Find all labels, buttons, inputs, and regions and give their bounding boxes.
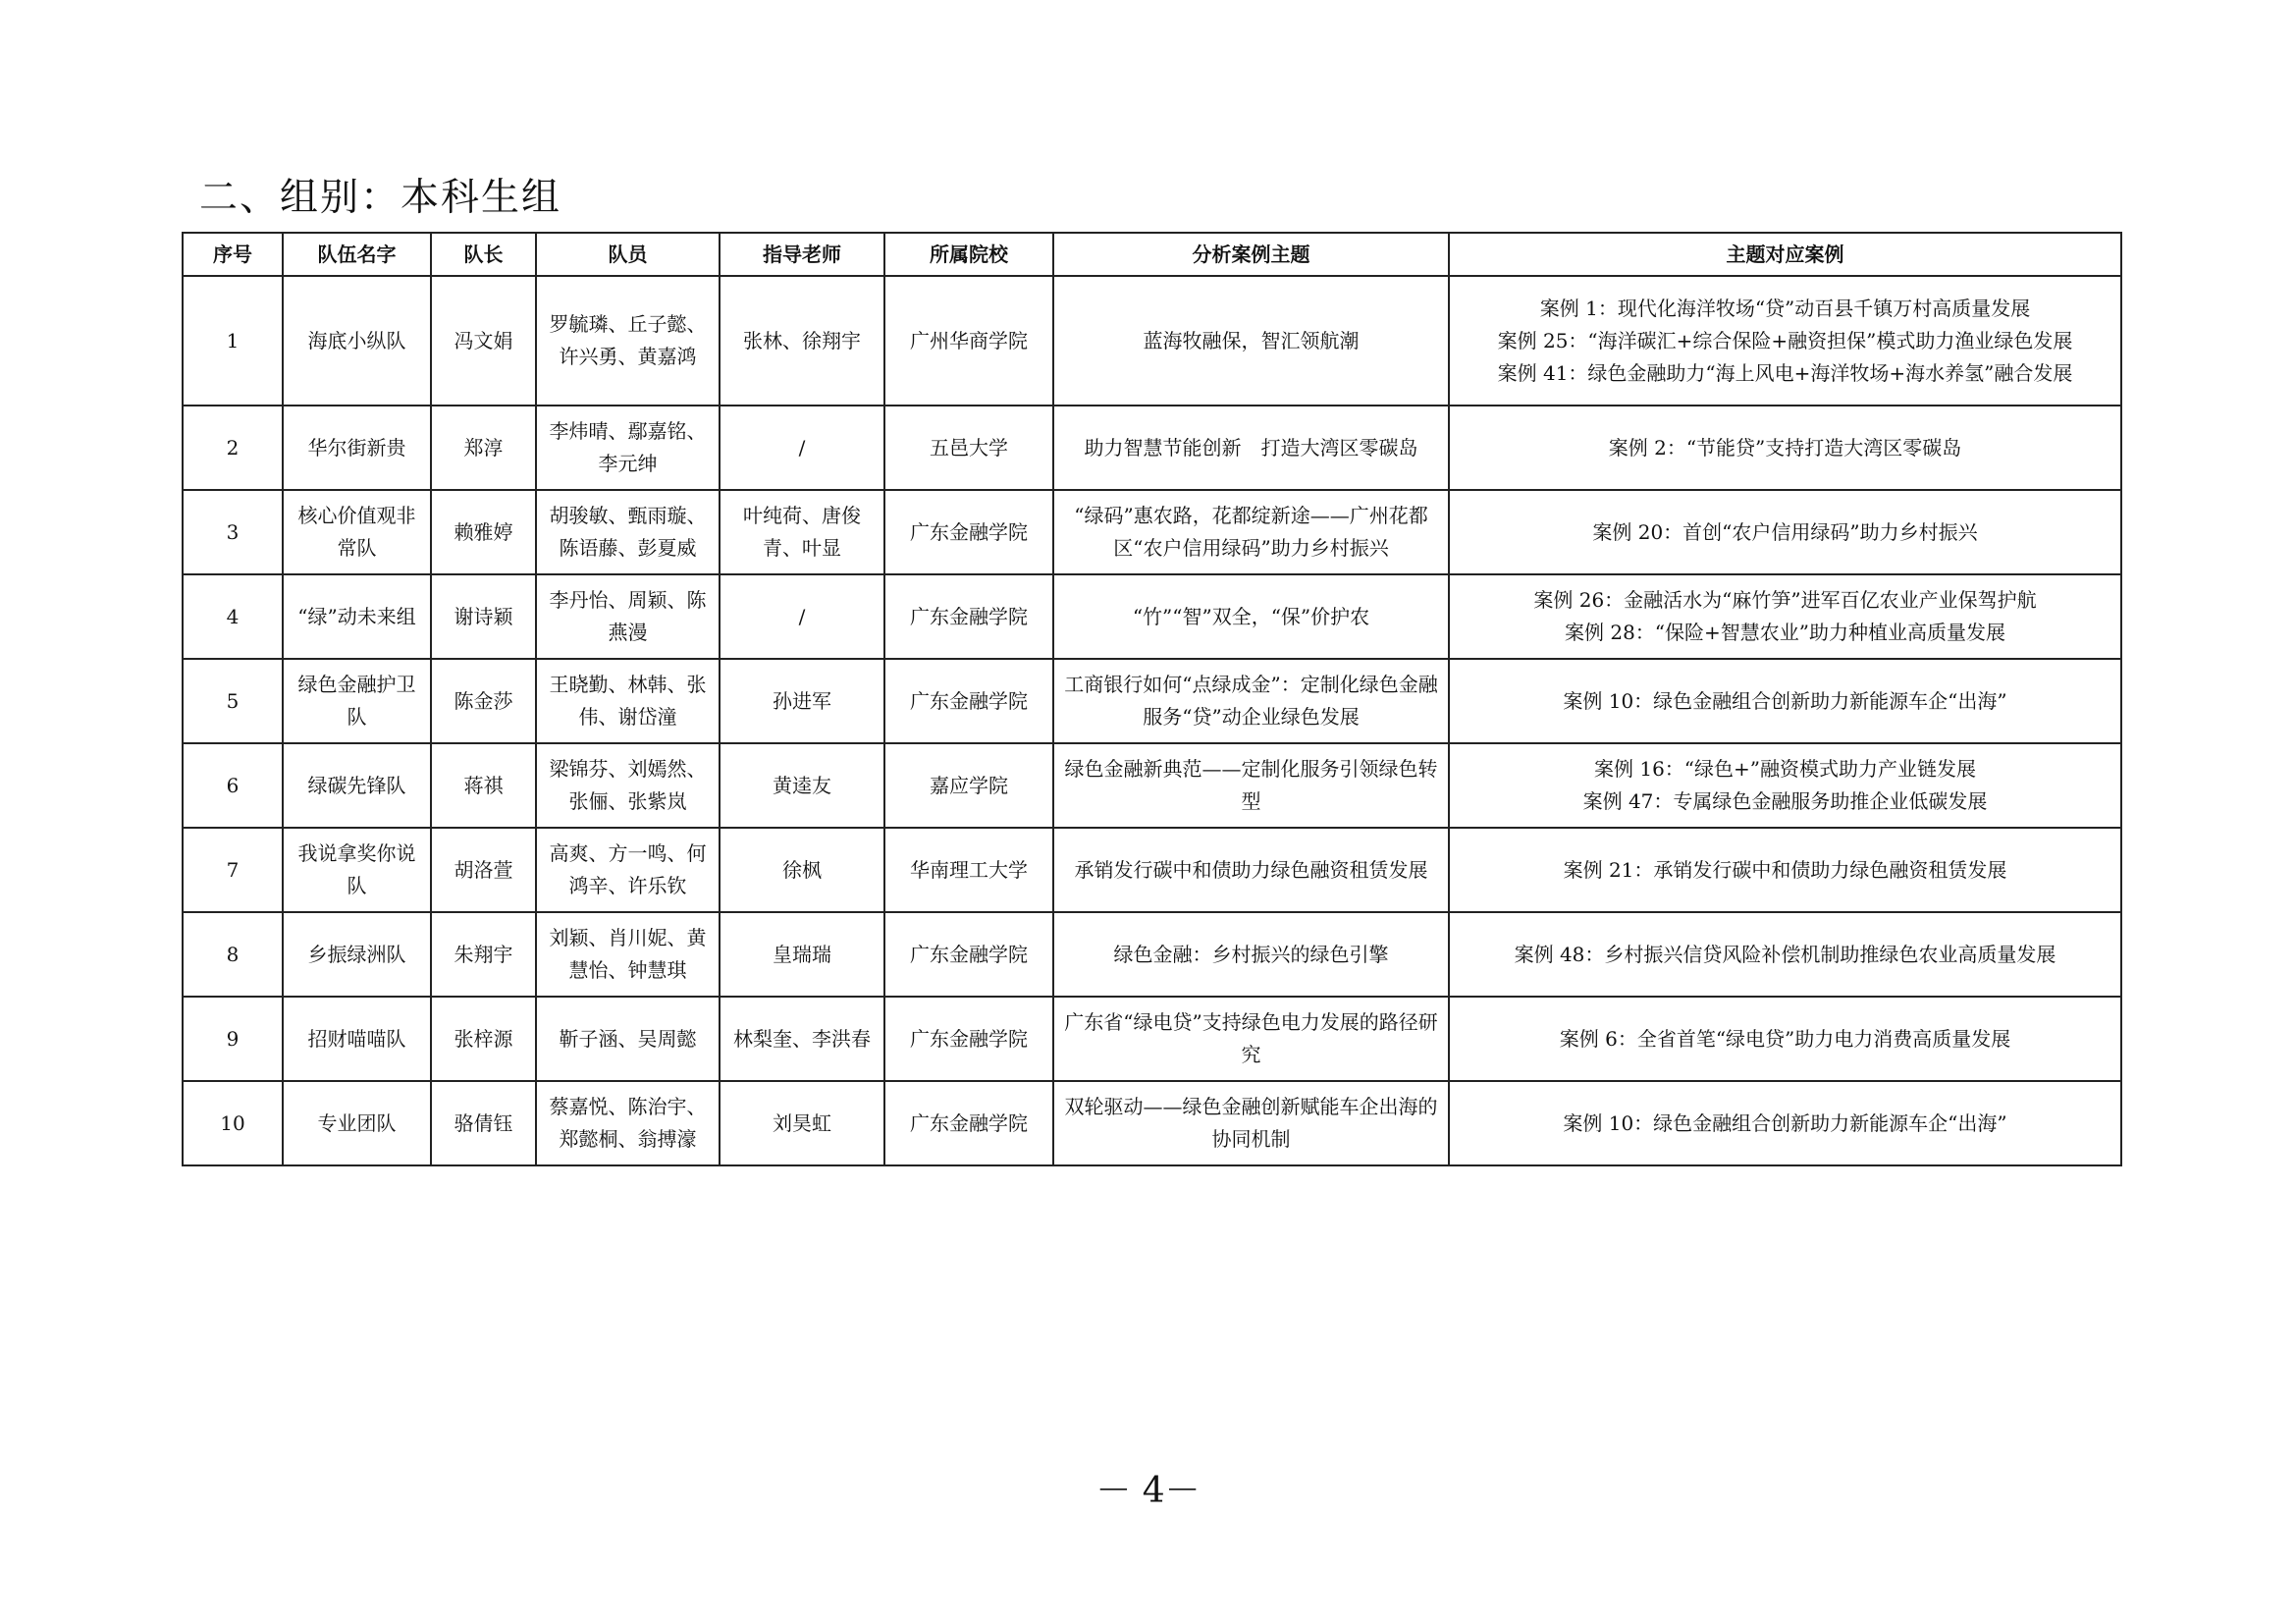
cell-advisor: 林梨奎、李洪春 [720, 997, 884, 1081]
cell-case-theme: 绿色金融：乡村振兴的绿色引擎 [1053, 912, 1449, 997]
cell-advisor: 叶纯荷、唐俊青、叶显 [720, 490, 884, 574]
case-item: 案例 6：全省首笔“绿电贷”助力电力消费高质量发展 [1559, 1026, 2011, 1051]
cell-index: 6 [183, 743, 283, 828]
cell-case-theme: “绿码”惠农路，花都绽新途——广州花都区“农户信用绿码”助力乡村振兴 [1053, 490, 1449, 574]
cell-captain: 骆倩钰 [431, 1081, 536, 1165]
cell-related-cases [1449, 997, 2121, 1081]
cell-team-name: 招财喵喵队 [283, 997, 431, 1081]
header-index: 序号 [183, 233, 283, 276]
table-row [183, 574, 2121, 659]
cell-team-name: 专业团队 [283, 1081, 431, 1165]
case-item: 案例 2：“节能贷”支持打造大湾区零碳岛 [1608, 435, 1962, 460]
case-item: 案例 48：乡村振兴信贷风险补偿机制助推绿色农业高质量发展 [1514, 942, 2056, 966]
cell-school: 广东金融学院 [884, 912, 1053, 997]
cell-team-name: 我说拿奖你说队 [283, 828, 431, 912]
cell-team-name: 海底小纵队 [283, 276, 431, 406]
table-header-row [183, 233, 2121, 276]
cell-team-name: 华尔街新贵 [283, 406, 431, 490]
cell-members: 胡骏敏、甄雨璇、陈语藤、彭夏威 [536, 490, 720, 574]
cell-related-cases [1449, 1081, 2121, 1165]
team-roster-table [182, 232, 2122, 1166]
cell-members: 李炜晴、鄢嘉铭、李元绅 [536, 406, 720, 490]
cell-advisor: 张林、徐翔宇 [720, 276, 884, 406]
cell-index: 3 [183, 490, 283, 574]
table-body [183, 276, 2121, 1165]
cell-related-cases [1449, 490, 2121, 574]
cell-index: 2 [183, 406, 283, 490]
case-item: 案例 16：“绿色+”融资模式助力产业链发展 [1593, 757, 1976, 781]
cell-case-theme: 双轮驱动——绿色金融创新赋能车企出海的协同机制 [1053, 1081, 1449, 1165]
case-item: 案例 41：绿色金融助力“海上风电+海洋牧场+海水养氢”融合发展 [1497, 360, 2073, 385]
header-team-name: 队伍名字 [283, 233, 431, 276]
cell-advisor: 皇瑞瑞 [720, 912, 884, 997]
case-item: 案例 21：承销发行碳中和债助力绿色融资租赁发展 [1563, 857, 2007, 882]
cell-case-theme: 绿色金融新典范——定制化服务引领绿色转型 [1053, 743, 1449, 828]
cell-index: 7 [183, 828, 283, 912]
cell-case-theme: 蓝海牧融保，智汇领航潮 [1053, 276, 1449, 406]
cell-case-theme: 工商银行如何“点绿成金”：定制化绿色金融服务“贷”动企业绿色发展 [1053, 659, 1449, 743]
cell-case-theme: 助力智慧节能创新 打造大湾区零碳岛 [1053, 406, 1449, 490]
cell-team-name: “绿”动未来组 [283, 574, 431, 659]
table-row [183, 276, 2121, 406]
page-number: － 4－ [1095, 1471, 1201, 1511]
cell-index: 9 [183, 997, 283, 1081]
cell-advisor: / [720, 574, 884, 659]
cell-captain: 胡洛萱 [431, 828, 536, 912]
cell-school: 广东金融学院 [884, 659, 1053, 743]
header-members: 队员 [536, 233, 720, 276]
table-row [183, 659, 2121, 743]
table-row [183, 1081, 2121, 1165]
cell-members: 罗毓璘、丘子懿、许兴勇、黄嘉鸿 [536, 276, 720, 406]
cell-members: 李丹怡、周颖、陈燕漫 [536, 574, 720, 659]
table-row [183, 997, 2121, 1081]
cell-school: 嘉应学院 [884, 743, 1053, 828]
case-item: 案例 26：金融活水为“麻竹笋”进军百亿农业产业保驾护航 [1533, 588, 2037, 612]
cell-team-name: 绿碳先锋队 [283, 743, 431, 828]
table-row [183, 743, 2121, 828]
header-case-theme: 分析案例主题 [1053, 233, 1449, 276]
cell-related-cases [1449, 574, 2121, 659]
cell-related-cases [1449, 743, 2121, 828]
case-item: 案例 25：“海洋碳汇+综合保险+融资担保”模式助力渔业绿色发展 [1497, 328, 2073, 352]
cell-captain: 赖雅婷 [431, 490, 536, 574]
cell-captain: 陈金莎 [431, 659, 536, 743]
cell-members: 高爽、方一鸣、何鸿辛、许乐钦 [536, 828, 720, 912]
cell-index: 8 [183, 912, 283, 997]
cell-school: 广东金融学院 [884, 997, 1053, 1081]
cell-advisor: 孙进军 [720, 659, 884, 743]
cell-members: 蔡嘉悦、陈治宇、郑懿桐、翁搏濠 [536, 1081, 720, 1165]
table-row [183, 828, 2121, 912]
table-row [183, 406, 2121, 490]
cell-captain: 冯文娟 [431, 276, 536, 406]
cell-team-name: 核心价值观非常队 [283, 490, 431, 574]
cell-advisor: 黄逵友 [720, 743, 884, 828]
cell-advisor: 徐枫 [720, 828, 884, 912]
cell-related-cases [1449, 276, 2121, 406]
cell-index: 10 [183, 1081, 283, 1165]
section-title: 二、组别：本科生组 [199, 176, 562, 220]
cell-captain: 张梓源 [431, 997, 536, 1081]
cell-school: 五邑大学 [884, 406, 1053, 490]
cell-related-cases [1449, 406, 2121, 490]
header-advisor: 指导老师 [720, 233, 884, 276]
cell-captain: 蒋祺 [431, 743, 536, 828]
cell-school: 广东金融学院 [884, 574, 1053, 659]
cell-members: 梁锦芬、刘嫣然、张俪、张紫岚 [536, 743, 720, 828]
case-item: 案例 1：现代化海洋牧场“贷”动百县千镇万村高质量发展 [1539, 296, 2031, 320]
table-row [183, 912, 2121, 997]
cell-school: 广东金融学院 [884, 1081, 1053, 1165]
cell-captain: 谢诗颖 [431, 574, 536, 659]
cell-members: 靳子涵、吴周懿 [536, 997, 720, 1081]
cell-case-theme: 广东省“绿电贷”支持绿色电力发展的路径研究 [1053, 997, 1449, 1081]
header-related-cases: 主题对应案例 [1449, 233, 2121, 276]
case-item: 案例 20：首创“农户信用绿码”助力乡村振兴 [1592, 519, 1978, 544]
cell-index: 5 [183, 659, 283, 743]
cell-case-theme: “竹”“智”双全，“保”价护农 [1053, 574, 1449, 659]
header-school: 所属院校 [884, 233, 1053, 276]
cell-members: 王晓勤、林韩、张伟、谢岱潼 [536, 659, 720, 743]
cell-related-cases [1449, 828, 2121, 912]
cell-captain: 朱翔宇 [431, 912, 536, 997]
case-item: 案例 10：绿色金融组合创新助力新能源车企“出海” [1563, 1110, 2007, 1135]
header-captain: 队长 [431, 233, 536, 276]
cell-school: 华南理工大学 [884, 828, 1053, 912]
cell-advisor: / [720, 406, 884, 490]
cell-case-theme: 承销发行碳中和债助力绿色融资租赁发展 [1053, 828, 1449, 912]
case-item: 案例 10：绿色金融组合创新助力新能源车企“出海” [1563, 688, 2007, 713]
case-item: 案例 47：专属绿色金融服务助推企业低碳发展 [1582, 789, 1988, 813]
cell-team-name: 乡振绿洲队 [283, 912, 431, 997]
cell-related-cases [1449, 659, 2121, 743]
cell-school: 广州华商学院 [884, 276, 1053, 406]
cell-school: 广东金融学院 [884, 490, 1053, 574]
cell-team-name: 绿色金融护卫队 [283, 659, 431, 743]
table-row [183, 490, 2121, 574]
cell-related-cases [1449, 912, 2121, 997]
cell-index: 1 [183, 276, 283, 406]
cell-index: 4 [183, 574, 283, 659]
cell-advisor: 刘昊虹 [720, 1081, 884, 1165]
case-item: 案例 28：“保险+智慧农业”助力种植业高质量发展 [1564, 621, 2005, 644]
cell-captain: 郑淳 [431, 406, 536, 490]
cell-members: 刘颖、肖川妮、黄慧怡、钟慧琪 [536, 912, 720, 997]
